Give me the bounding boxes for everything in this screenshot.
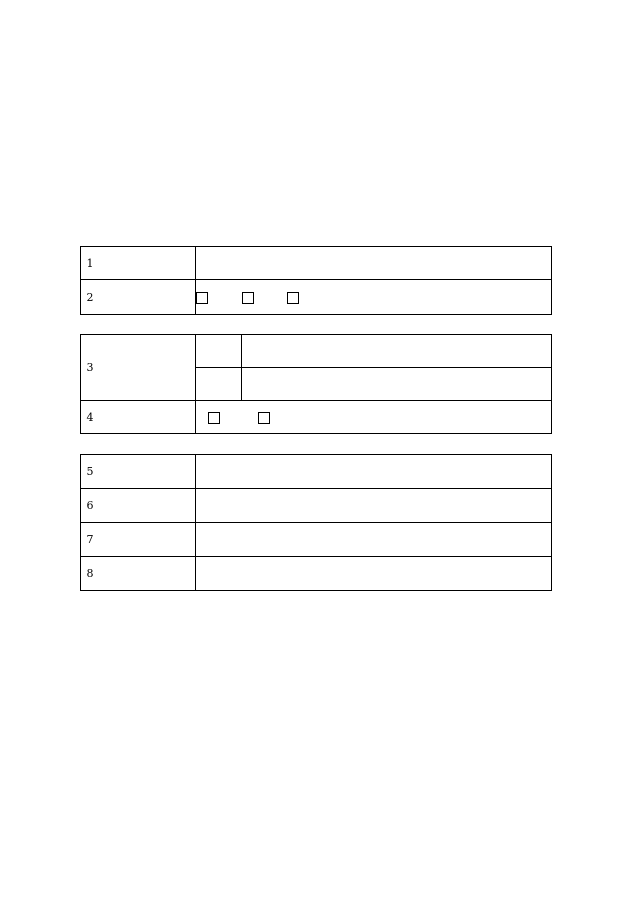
principal-name-label [196, 335, 242, 368]
checkbox[interactable] [208, 412, 220, 424]
row-number: 5 [86, 465, 94, 478]
row-number: 1 [86, 256, 94, 270]
row-number: 8 [86, 567, 94, 580]
staff-field[interactable] [196, 523, 552, 557]
table-row [81, 280, 552, 315]
table-row [81, 455, 552, 489]
principal-address-field[interactable] [242, 368, 552, 401]
principal-address-label [196, 368, 242, 401]
principal-name-field[interactable] [242, 335, 552, 368]
table-row [81, 335, 552, 368]
request-table-c [80, 454, 552, 591]
row-number: 2 [86, 290, 94, 304]
row-number: 4 [86, 410, 94, 424]
row-number: 6 [86, 499, 94, 512]
table-row [81, 401, 552, 434]
table-row [81, 523, 552, 557]
request-table-b [80, 334, 552, 434]
checkbox[interactable] [196, 292, 208, 304]
checkbox[interactable] [242, 292, 254, 304]
remarks-field[interactable] [196, 557, 552, 591]
checkbox[interactable] [258, 412, 270, 424]
table-row [81, 247, 552, 280]
table-row [81, 489, 552, 523]
table-row [81, 557, 552, 591]
requested-info-field[interactable] [196, 247, 552, 280]
receipt-date-field[interactable] [196, 489, 552, 523]
row-number: 3 [86, 361, 94, 374]
row-number: 7 [86, 533, 94, 546]
request-table-a [80, 246, 552, 315]
checkbox[interactable] [287, 292, 299, 304]
